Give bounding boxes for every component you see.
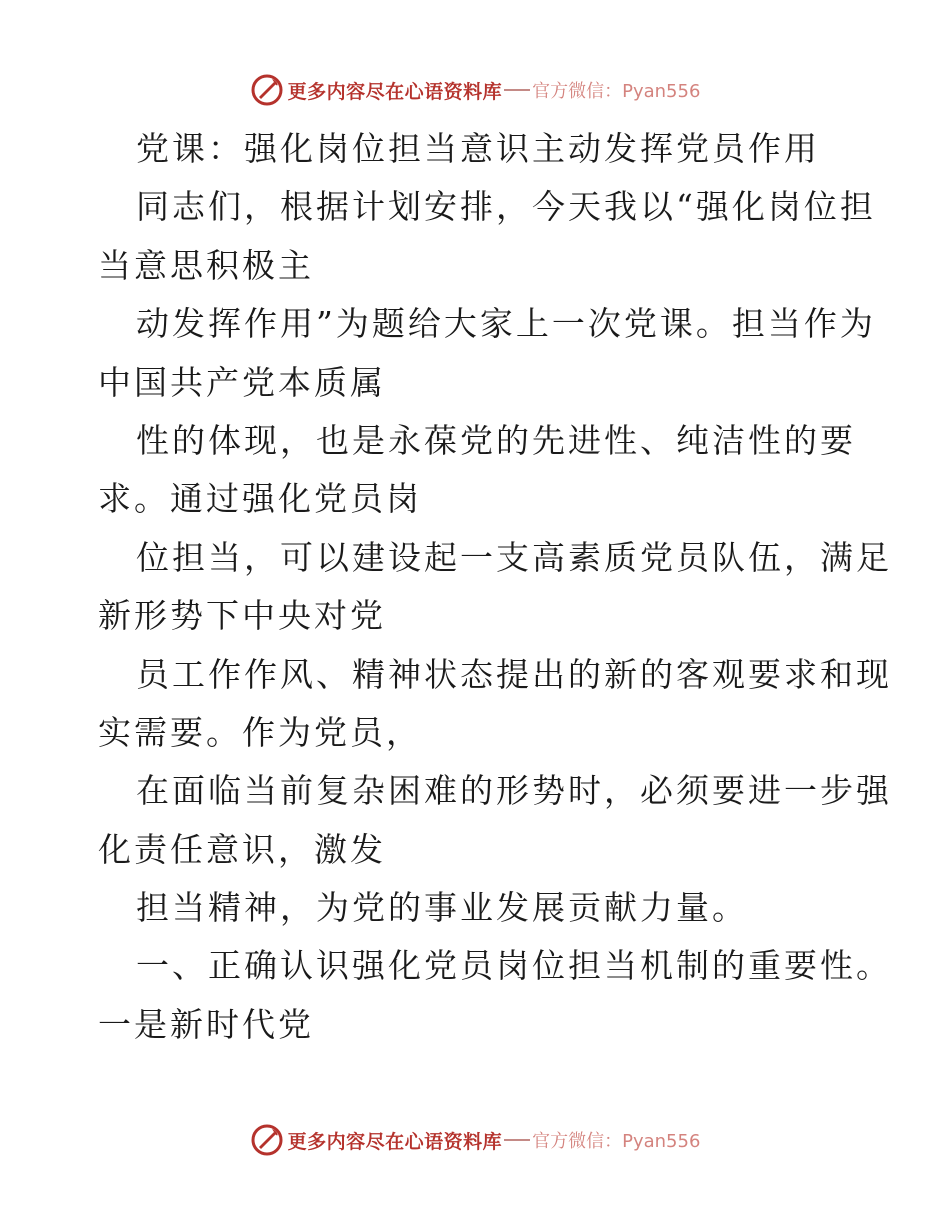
banner-wechat: 官方微信：Pyan556 — [532, 1131, 701, 1152]
footer-banner — [0, 1120, 950, 1160]
paragraph-line: 动发挥作用”为题给大家上一次党课。担当作为 — [136, 304, 876, 344]
section-heading: 一、正确认识强化党员岗位担当机制的重要性。 — [136, 946, 892, 986]
paragraph-line: 同志们，根据计划安排，今天我以“强化岗位担 — [136, 187, 876, 227]
header-banner — [0, 70, 950, 110]
paragraph-line: 新形势下中央对党 — [98, 596, 386, 636]
paragraph-line: 当意思积极主 — [98, 245, 314, 285]
banner-dash — [504, 1139, 530, 1141]
paragraph-line: 担当精神，为党的事业发展贡献力量。 — [136, 888, 748, 928]
paragraph-line: 位担当，可以建设起一支高素质党员队伍，满足 — [136, 537, 892, 577]
banner-wechat: 官方微信：Pyan556 — [532, 81, 701, 102]
paragraph-line: 员工作作风、精神状态提出的新的客观要求和现 — [136, 654, 892, 694]
paragraph-line: 在面临当前复杂困难的形势时，必须要进一步强 — [136, 771, 892, 811]
paragraph-line: 一是新时代党 — [98, 1004, 314, 1044]
paragraph-line: 实需要。作为党员， — [98, 712, 422, 752]
paragraph-line: 化责任意识，激发 — [98, 829, 386, 869]
quill-logo-icon — [250, 73, 284, 107]
paragraph-line: 性的体现，也是永葆党的先进性、纯洁性的要 — [136, 420, 856, 460]
paragraph-line: 中国共产党本质属 — [98, 362, 386, 402]
banner-dash — [504, 89, 530, 91]
paragraph-line: 求。通过强化党员岗 — [98, 479, 422, 519]
doc-title: 党课：强化岗位担当意识主动发挥党员作用 — [136, 129, 820, 168]
banner-slogan: 更多内容尽在心语资料库 — [287, 1130, 503, 1153]
quill-logo-icon — [250, 1123, 284, 1157]
banner-slogan: 更多内容尽在心语资料库 — [287, 80, 503, 103]
document-body — [98, 120, 892, 1054]
